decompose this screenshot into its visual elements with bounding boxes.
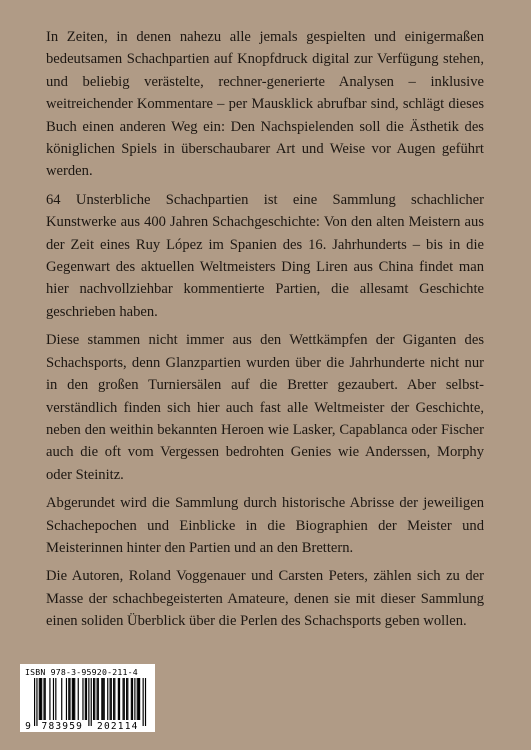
barcode-bar [107, 678, 108, 720]
barcode-bar [45, 678, 46, 720]
barcode-bar [102, 678, 103, 720]
barcode-bar [137, 678, 138, 720]
barcode-bar [55, 678, 56, 720]
barcode-bar [119, 678, 120, 720]
barcode-bar [53, 678, 54, 720]
barcode-bar [73, 678, 74, 720]
barcode-bar [101, 678, 102, 720]
paragraph-history: Abgerundet wird die Sammlung durch historische Abrisse der jeweiligen Schachepochen und Einblicke in die Biographien der Meister und Meisterinnen hinter den Partien und an den Brettern. [46, 495, 484, 556]
paragraph-world-champions: Diese stammen nicht immer aus den Wettkämpfen der Giganten des Schachsports, denn Glanzpartien wurden über die Jahrhunderte nicht nur in den großen Turniersälen auf die Bretter gezaubert. Aber selbstverständlich finden sich hier auch fast alle Weltmeister der Geschichte, neben den weithin bekannten Heroen wie Lasker, Capablanca oder Fischer auch die oft vom Vergessen bedrohten Genies wie Anderssen, Morphy oder Steinitz. [46, 332, 484, 483]
barcode-bar [91, 678, 92, 726]
paragraph-authors: Die Autoren, Roland Voggenauer und Carsten Peters, zählen sich zu der Masse der schachbegeisterten Amateure, denen sie mit dieser Sammlung einen soliden Überblick über die Perlen des Schachsports geben wollen. [46, 568, 484, 630]
barcode-bar [49, 678, 50, 720]
barcode-bar [43, 678, 44, 720]
barcode-digit-first: 9 [25, 721, 31, 730]
barcode-bar [68, 678, 69, 720]
isbn-barcode [20, 664, 155, 732]
back-cover-text [46, 26, 484, 639]
barcode-bar [126, 678, 127, 720]
barcode-bar [78, 678, 79, 720]
barcode-bar [113, 678, 114, 720]
barcode-bar [143, 678, 144, 726]
barcode-bar [85, 678, 86, 720]
barcode-bar [93, 678, 94, 720]
barcode-bar [145, 678, 146, 726]
barcode-bar [34, 678, 35, 726]
barcode-bar [72, 678, 73, 720]
barcode-graphic [25, 678, 150, 730]
barcode-bars [34, 678, 146, 726]
barcode-bar [82, 678, 83, 720]
barcode-bar [39, 678, 40, 720]
barcode-bar [138, 678, 139, 720]
barcode-bar [118, 678, 119, 720]
barcode-bar [131, 678, 132, 720]
barcode-bar [127, 678, 128, 720]
barcode-bar [61, 678, 62, 720]
barcode-bar [98, 678, 99, 720]
barcode-digits-right: 202114 [97, 721, 139, 730]
paragraph-collection: 64 Unsterbliche Schachpartien ist eine Sammlung schachlicher Kunstwerke aus 400 Jahren Schachgeschichte: Von den alten Meistern aus der Zeit eines Ruy López im Spanien des 16. Jahrhunderts – bis in die Gegenwart des aktuellen Weltmeisters Ding Liren aus China findet man hier nachvollziehbar kommentierte Partien, die allesamt Geschichte geschrieben haben. [46, 191, 484, 320]
barcode-bar [74, 678, 75, 720]
barcode-bar [111, 678, 112, 720]
barcode-bar [41, 678, 42, 720]
barcode-bar [66, 678, 67, 720]
barcode-bar [94, 678, 95, 720]
barcode-bar [132, 678, 133, 720]
barcode-bar [139, 678, 140, 720]
barcode-bar [124, 678, 125, 720]
barcode-bar [110, 678, 111, 720]
isbn-label: ISBN 978-3-95920-211-4 [25, 667, 138, 677]
barcode-bar [134, 678, 135, 720]
barcode-bar [69, 678, 70, 720]
barcode-bar [104, 678, 105, 720]
paragraph-intro: In Zeiten, in denen nahezu alle jemals gespielten und einigermaßen bedeutsamen Schachpartien auf Knopfdruck digital zur Verfügung stehen, und beliebig verästelte, rechner-generierte Analysen – inklusive weitreichender Kommentare – per Mausklick abrufbar sind, schlägt dieses Buch einen anderen Weg ein: Den Nachspielenden soll die Ästhetik des königlichen Spiels in überschaubarer Art und Weise vor Augen geführt werden. [46, 29, 484, 180]
barcode-bar [88, 678, 89, 726]
barcode-bar [97, 678, 98, 720]
barcode-digits-left: 783959 [41, 721, 84, 730]
barcode-bar [114, 678, 115, 720]
barcode-bar [40, 678, 41, 720]
barcode-bar [86, 678, 87, 720]
barcode-bar [36, 678, 37, 726]
barcode-bar [123, 678, 124, 720]
